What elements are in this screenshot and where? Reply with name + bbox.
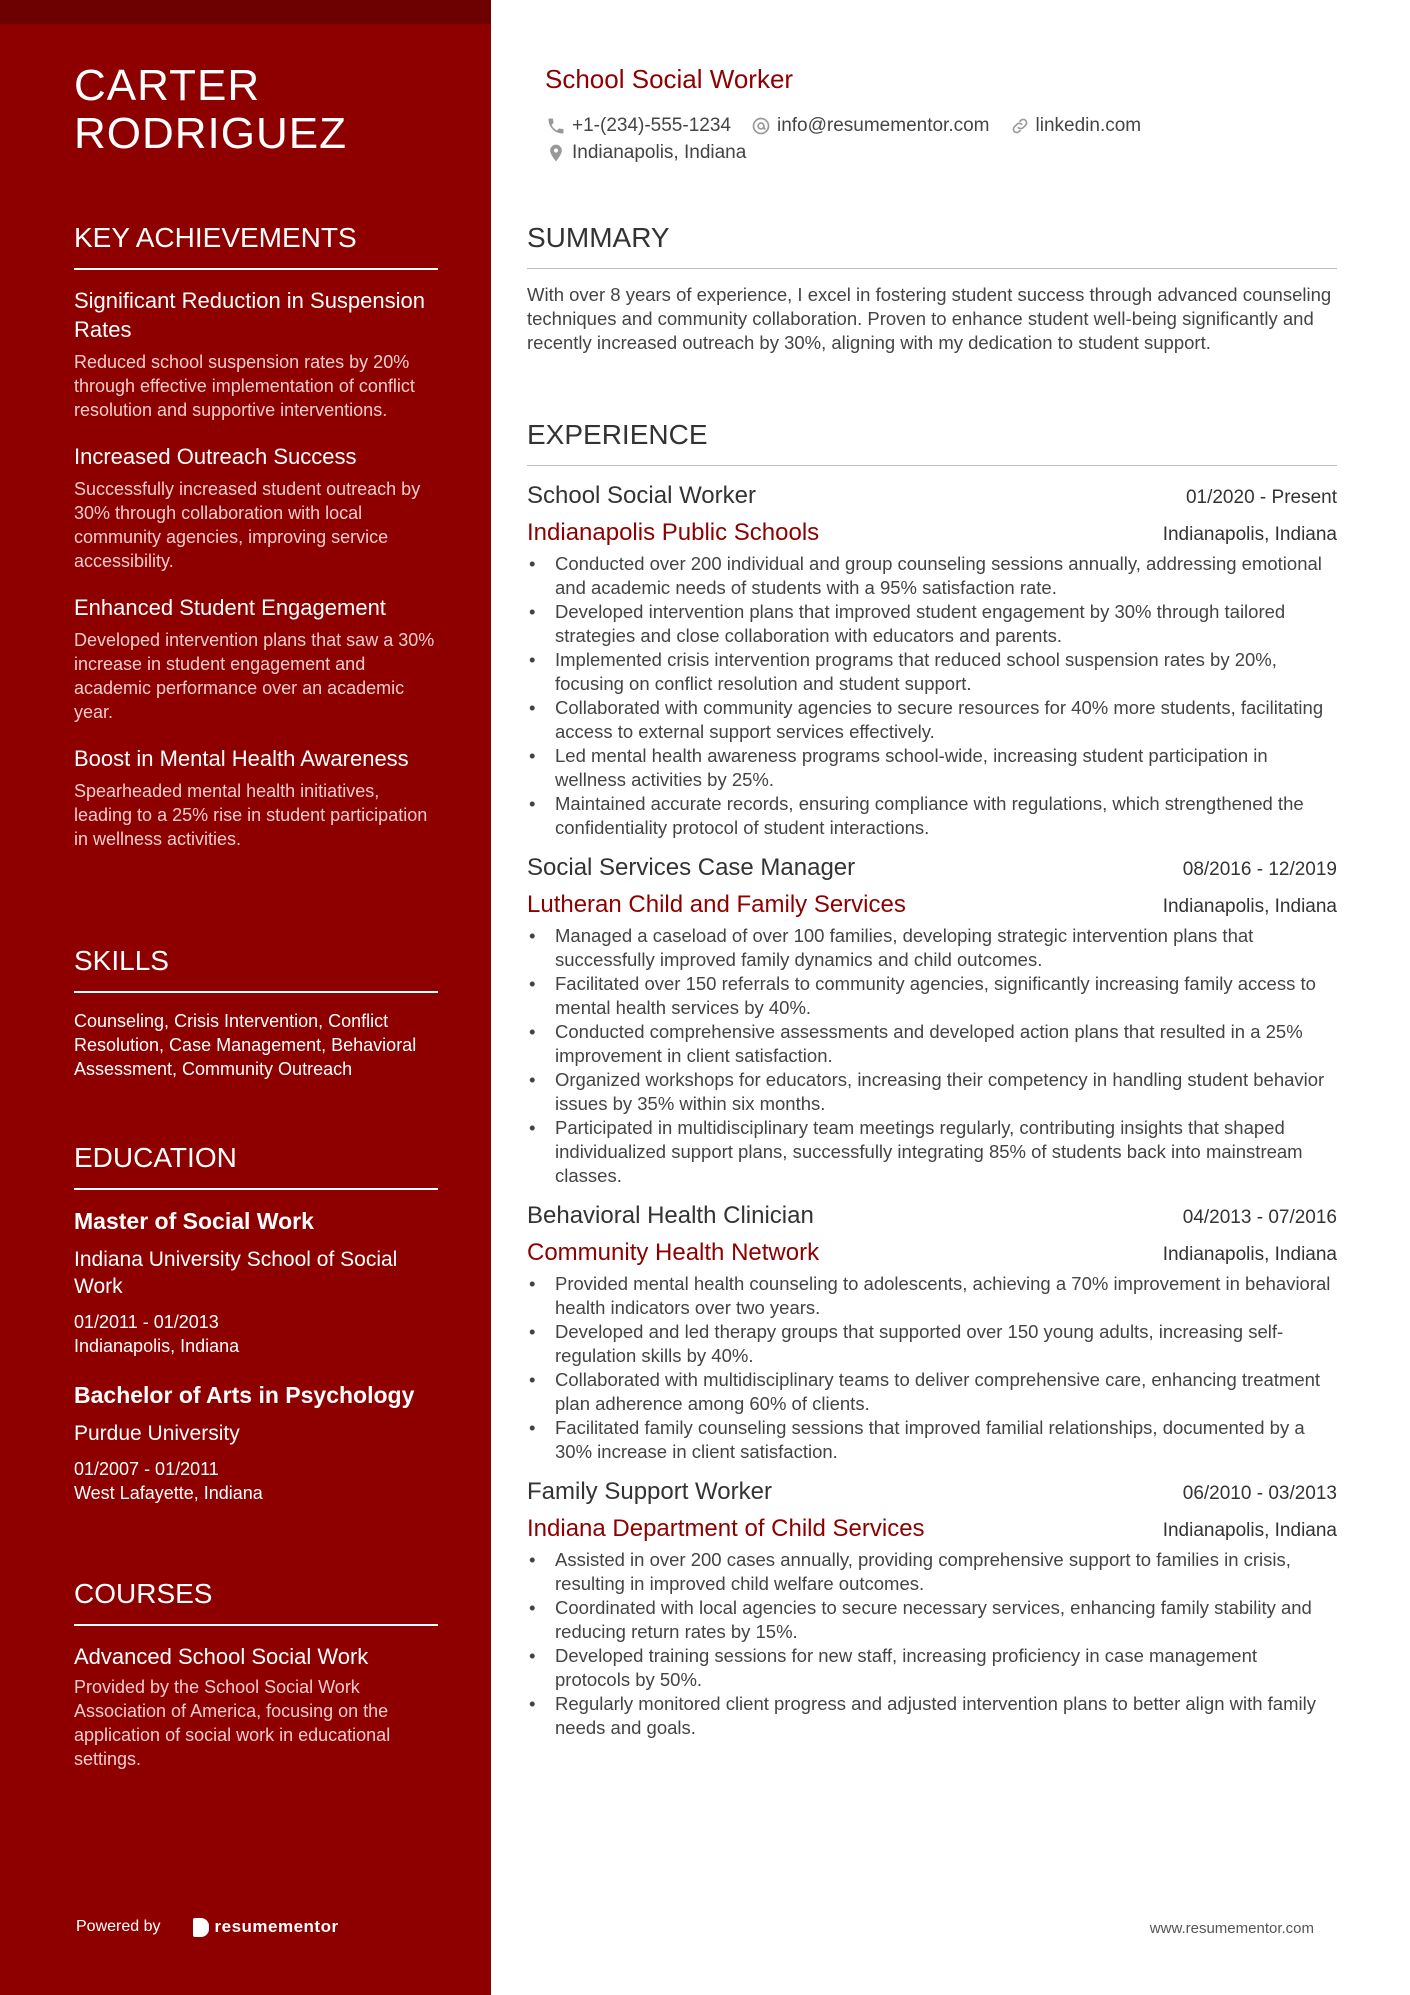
- bullet: • Collaborated with multidisciplinary teams to deliver comprehensive care, enhancing treatment plan adherence among 60% of clients.: [527, 1368, 1337, 1416]
- bullet: • Developed intervention plans that improved student engagement by 30% through tailored strategies and close collaboration with educators and parents.: [527, 600, 1337, 648]
- summary-title: SUMMARY: [527, 222, 1337, 269]
- education-location: Indianapolis, Indiana: [74, 1336, 240, 1356]
- experience-location: Indianapolis, Indiana: [1162, 1520, 1337, 1541]
- skills-title: SKILLS: [74, 945, 438, 993]
- email-text: info@resumementor.com: [776, 114, 990, 136]
- achievements-section: [74, 222, 438, 871]
- experience-company: Community Health Network: [527, 1239, 820, 1266]
- achievement-desc: Successfully increased student outreach by 30% through collaboration with local community agencies, improving service accessibility.: [74, 479, 421, 571]
- achievement-title: Enhanced Student Engagement: [74, 595, 386, 620]
- achievement-item: [74, 593, 438, 724]
- bullet: • Developed training sessions for new staff, increasing proficiency in case management protocols by 50%.: [527, 1644, 1337, 1692]
- education-dates: 01/2007 - 01/2011: [74, 1459, 219, 1479]
- bullet: • Facilitated family counseling sessions that improved familial relationships, documented by a 30% increase in client satisfaction.: [527, 1416, 1337, 1464]
- achievement-desc: Reduced school suspension rates by 20% through effective implementation of conflict resolution and supportive interventions.: [74, 352, 415, 420]
- phone-text: +1-(234)-555-1234: [572, 114, 731, 136]
- bullet: • Collaborated with community agencies to secure resources for 40% more students, facilitating access to external support services effectively.: [527, 696, 1337, 744]
- experience-role: School Social Worker: [527, 482, 756, 509]
- linkedin-text: linkedin.com: [1035, 114, 1142, 136]
- skills-section: [74, 945, 438, 1081]
- link-icon: [1010, 116, 1030, 136]
- achievement-item: [74, 286, 438, 422]
- job-title: School Social Worker: [545, 64, 794, 94]
- experience-bullets: [527, 924, 1337, 1188]
- bullet: • Conducted comprehensive assessments and developed action plans that resulted in a 25% improvement in client satisfaction.: [527, 1020, 1337, 1068]
- experience-item: [527, 1476, 1337, 1740]
- experience-company: Indiana Department of Child Services: [527, 1515, 925, 1542]
- bullet: • Implemented crisis intervention programs that reduced school suspension rates by 20%, focusing on conflict resolution and student support.: [527, 648, 1337, 696]
- contact-location: [546, 142, 746, 164]
- summary-section: [527, 222, 1337, 355]
- candidate-name: [74, 62, 347, 158]
- name-line-2: RODRIGUEZ: [74, 109, 347, 158]
- courses-section: [74, 1578, 438, 1771]
- bullet: • Coordinated with local agencies to secure necessary services, enhancing family stability and reducing return rates by 15%.: [527, 1596, 1337, 1644]
- achievement-desc: Spearheaded mental health initiatives, leading to a 25% rise in student participation in wellness activities.: [74, 781, 428, 849]
- contact-email[interactable]: [751, 115, 990, 137]
- achievement-title: Increased Outreach Success: [74, 444, 357, 469]
- experience-role: Social Services Case Manager: [527, 854, 856, 881]
- bullet: • Facilitated over 150 referrals to community agencies, significantly increasing family access to mental health services by 40%.: [527, 972, 1337, 1020]
- achievements-title: KEY ACHIEVEMENTS: [74, 222, 438, 270]
- experience-location: Indianapolis, Indiana: [1162, 896, 1337, 917]
- course-title: Advanced School Social Work: [74, 1644, 369, 1669]
- at-icon: [751, 116, 771, 136]
- achievement-item: [74, 744, 438, 851]
- bullet: • Led mental health awareness programs school-wide, increasing student participation in wellness activities by 25%.: [527, 744, 1337, 792]
- experience-bullets: [527, 1272, 1337, 1464]
- summary-text: With over 8 years of experience, I excel in fostering student success through advanced counseling techniques and community collaboration. Proven to enhance student well-being significantly and recently increased outreach by 30%, aligning with my dedication to student support.: [527, 284, 1332, 353]
- powered-by: [76, 1917, 339, 1937]
- brand-logo-icon: [193, 1918, 209, 1937]
- bullet: • Assisted in over 200 cases annually, providing comprehensive support to families in crisis, resulting in improved child welfare outcomes.: [527, 1548, 1337, 1596]
- bullet: • Managed a caseload of over 100 families, developing strategic intervention plans that successfully improved family dynamics and child outcomes.: [527, 924, 1337, 972]
- experience-company: Indianapolis Public Schools: [527, 519, 820, 546]
- education-school: Purdue University: [74, 1422, 240, 1445]
- bullet: • Organized workshops for educators, increasing their competency in handling student behavior issues by 35% within six months.: [527, 1068, 1337, 1116]
- experience-company: Lutheran Child and Family Services: [527, 891, 906, 918]
- location-text: Indianapolis, Indiana: [572, 141, 747, 163]
- experience-dates: 08/2016 - 12/2019: [1182, 859, 1337, 880]
- contact-phone[interactable]: [546, 115, 731, 137]
- experience-dates: 04/2013 - 07/2016: [1182, 1207, 1337, 1228]
- sidebar: [0, 0, 491, 1995]
- phone-icon: [546, 116, 566, 136]
- experience-item: [527, 480, 1337, 840]
- education-item: [74, 1380, 438, 1505]
- education-location: West Lafayette, Indiana: [74, 1483, 263, 1503]
- education-section: [74, 1142, 438, 1527]
- education-degree: Master of Social Work: [74, 1208, 314, 1234]
- experience-bullets: [527, 552, 1337, 840]
- contact-linkedin[interactable]: [1010, 115, 1142, 137]
- achievement-title: Boost in Mental Health Awareness: [74, 746, 409, 771]
- experience-item: [527, 852, 1337, 1188]
- skills-list: Counseling, Crisis Intervention, Conflict Resolution, Case Management, Behavioral Assessment, Community Outreach: [74, 1011, 417, 1079]
- course-item: [74, 1642, 438, 1771]
- experience-role: Family Support Worker: [527, 1478, 772, 1505]
- experience-dates: 01/2020 - Present: [1185, 487, 1337, 508]
- experience-dates: 06/2010 - 03/2013: [1182, 1483, 1337, 1504]
- location-pin-icon: [546, 143, 566, 163]
- experience-title: EXPERIENCE: [527, 419, 1337, 466]
- bullet: • Participated in multidisciplinary team meetings regularly, contributing insights that shaped individualized support plans, successfully integrating 85% of students back into mainstream classes.: [527, 1116, 1337, 1188]
- education-title: EDUCATION: [74, 1142, 438, 1190]
- experience-location: Indianapolis, Indiana: [1162, 1244, 1337, 1265]
- footer-url[interactable]: www.resumementor.com: [1149, 1920, 1314, 1937]
- bullet: • Regularly monitored client progress and adjusted intervention plans to better align with family needs and goals.: [527, 1692, 1337, 1740]
- brand-name: resumementor: [214, 1917, 339, 1936]
- education-degree: Bachelor of Arts in Psychology: [74, 1382, 415, 1408]
- education-dates: 01/2011 - 01/2013: [74, 1312, 219, 1332]
- experience-location: Indianapolis, Indiana: [1162, 524, 1337, 545]
- bullet: • Developed and led therapy groups that supported over 150 young adults, increasing self-regulation skills by 40%.: [527, 1320, 1337, 1368]
- achievement-desc: Developed intervention plans that saw a 30% increase in student engagement and academic performance over an academic year.: [74, 630, 435, 722]
- course-desc: Provided by the School Social Work Association of America, focusing on the application of social work in educational settings.: [74, 1677, 391, 1769]
- experience-section: [527, 419, 1337, 1752]
- bullet: • Conducted over 200 individual and group counseling sessions annually, addressing emotional and academic needs of students with a 95% satisfaction rate.: [527, 552, 1337, 600]
- name-line-1: CARTER: [74, 61, 261, 110]
- experience-role: Behavioral Health Clinician: [527, 1202, 814, 1229]
- experience-item: [527, 1200, 1337, 1464]
- courses-title: COURSES: [74, 1578, 438, 1626]
- education-item: [74, 1206, 438, 1358]
- bullet: • Maintained accurate records, ensuring compliance with regulations, which strengthened the confidentiality protocol of student interactions.: [527, 792, 1337, 840]
- achievement-item: [74, 442, 438, 573]
- sidebar-top-band: [0, 0, 491, 24]
- brand-logo[interactable]: [193, 1917, 339, 1937]
- experience-bullets: [527, 1548, 1337, 1740]
- powered-by-label: Powered by: [76, 1918, 161, 1935]
- contact-info: [546, 112, 1306, 166]
- bullet: • Provided mental health counseling to adolescents, achieving a 70% improvement in behavioral health indicators over two years.: [527, 1272, 1337, 1320]
- achievement-title: Significant Reduction in Suspension Rates: [74, 288, 426, 342]
- education-school: Indiana University School of Social Work: [74, 1248, 398, 1298]
